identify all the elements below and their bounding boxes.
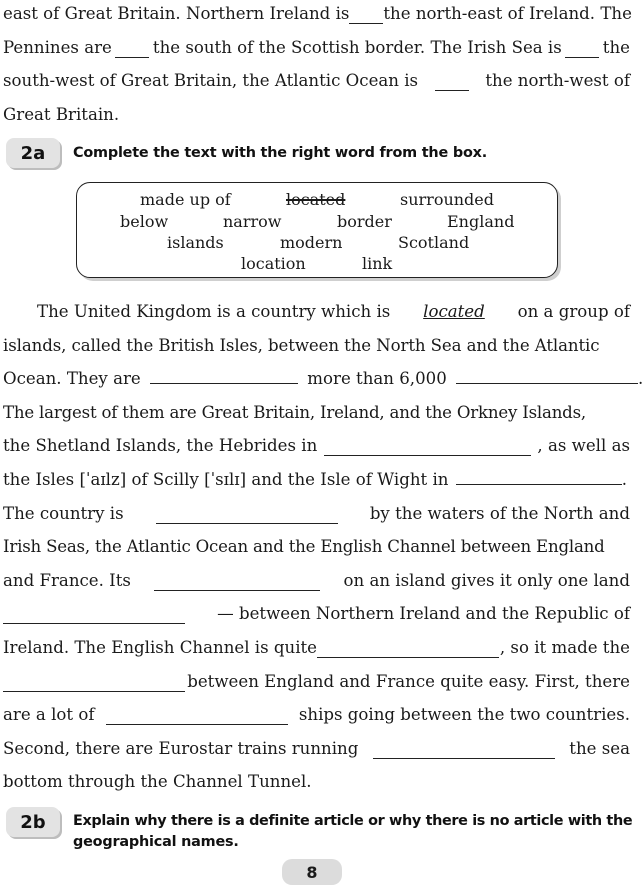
text-segment: , as well as xyxy=(537,436,630,455)
answer-blank[interactable] xyxy=(3,677,185,692)
box-word: England xyxy=(447,212,515,231)
box-word: surrounded xyxy=(400,190,495,209)
answer-blank[interactable] xyxy=(156,509,338,524)
text-segment: . xyxy=(638,369,643,388)
text-segment: Ocean. They are xyxy=(3,369,141,388)
text-segment: the Isles [ˈaɪlz] of Scilly [ˈsɪlɪ] and the Isle of Wight in xyxy=(3,470,449,489)
answer-blank[interactable] xyxy=(456,470,622,485)
box-word: border xyxy=(337,212,392,231)
text-segment: are a lot of xyxy=(3,705,95,724)
task-number-badge-2a: 2a xyxy=(6,138,60,168)
text-segment: Pennines are xyxy=(3,38,112,57)
text-line-8 xyxy=(3,537,630,557)
text-segment: and France. Its xyxy=(3,571,131,590)
intro-line-2 xyxy=(3,38,630,58)
text-segment: ships going between the two countries. xyxy=(298,705,630,724)
text-line-11 xyxy=(3,638,630,658)
answer-blank[interactable] xyxy=(317,643,499,658)
answer-blank[interactable] xyxy=(349,9,383,24)
task-instruction-2b xyxy=(73,811,633,853)
text-segment: , so it made the xyxy=(499,638,630,657)
text-segment: south-west of Great Britain, the Atlantic Ocean is xyxy=(3,71,419,90)
intro-line-4 xyxy=(3,105,630,125)
answer-blank[interactable] xyxy=(373,744,555,759)
intro-line-3 xyxy=(3,71,630,91)
text-line-3 xyxy=(3,369,643,389)
text-segment: Irish Seas, the Atlantic Ocean and the English Channel between England xyxy=(3,537,605,556)
text-line-5 xyxy=(3,436,630,456)
answer-blank[interactable] xyxy=(115,43,149,58)
word-box xyxy=(76,182,558,278)
text-segment: the Shetland Islands, the Hebrides in xyxy=(3,436,318,455)
box-word: made up of xyxy=(140,190,231,209)
text-segment: on an island gives it only one land xyxy=(343,571,630,590)
example-answer: located xyxy=(423,302,485,321)
answer-blank[interactable] xyxy=(565,43,599,58)
text-line-15 xyxy=(3,772,630,792)
text-segment: bottom through the Channel Tunnel. xyxy=(3,772,312,791)
box-word: below xyxy=(120,212,169,231)
text-segment: The United Kingdom is a country which is xyxy=(37,302,391,321)
text-line-7 xyxy=(3,504,630,524)
text-segment: Ireland. The English Channel is quite xyxy=(3,638,317,657)
task-number-badge-2b: 2b xyxy=(6,807,60,837)
text-segment: by the waters of the North and xyxy=(369,504,630,523)
task-instruction-2a: Complete the text with the right word from the box. xyxy=(73,145,487,161)
answer-blank[interactable] xyxy=(154,576,320,591)
answer-blank[interactable] xyxy=(150,369,298,384)
task-instruction-line: geographical names. xyxy=(73,834,239,850)
text-line-13 xyxy=(3,705,630,725)
text-line-2 xyxy=(3,336,630,356)
text-segment: Second, there are Eurostar trains running xyxy=(3,739,359,758)
text-segment: the north-east of Ireland. The xyxy=(383,4,632,23)
box-word: modern xyxy=(280,233,343,252)
text-segment: between England and France quite easy. First, there xyxy=(187,672,630,691)
text-segment: more than 6,000 xyxy=(307,369,447,388)
text-line-12 xyxy=(3,672,630,692)
text-segment: the south of the Scottish border. The Irish Sea is xyxy=(152,38,562,57)
text-segment: on a group of xyxy=(517,302,630,321)
text-segment: — between Northern Ireland and the Republic of xyxy=(217,604,630,623)
answer-blank[interactable] xyxy=(456,369,638,384)
text-segment: islands, called the British Isles, between the North Sea and the Atlantic xyxy=(3,336,600,355)
answer-blank[interactable] xyxy=(106,710,288,725)
box-word-used: located xyxy=(286,190,346,209)
text-line-9 xyxy=(3,571,630,591)
box-word: Scotland xyxy=(398,233,470,252)
box-word: islands xyxy=(167,233,224,252)
text-segment: The country is xyxy=(3,504,124,523)
box-word: narrow xyxy=(223,212,282,231)
intro-line-1 xyxy=(3,4,630,24)
box-word: location xyxy=(241,254,306,273)
text-segment: The largest of them are Great Britain, Ireland, and the Orkney Islands, xyxy=(3,403,586,422)
text-line-1 xyxy=(37,302,630,322)
text-line-14 xyxy=(3,739,630,759)
text-segment: the sea xyxy=(569,739,630,758)
text-segment: the xyxy=(602,38,630,57)
answer-blank[interactable] xyxy=(435,76,469,91)
text-line-4 xyxy=(3,403,630,423)
page-number: 8 xyxy=(282,859,342,885)
text-line-10 xyxy=(3,604,630,624)
text-segment: east of Great Britain. Northern Ireland is xyxy=(3,4,350,23)
box-word: link xyxy=(362,254,393,273)
task-instruction-line: Explain why there is a definite article or why there is no article with the xyxy=(73,813,633,829)
text-line-6 xyxy=(3,470,630,490)
text-segment: the north-west of xyxy=(485,71,630,90)
answer-blank[interactable] xyxy=(3,609,185,624)
answer-blank[interactable] xyxy=(324,441,531,456)
text-segment: . xyxy=(621,470,628,489)
text-segment: Great Britain. xyxy=(3,105,120,124)
